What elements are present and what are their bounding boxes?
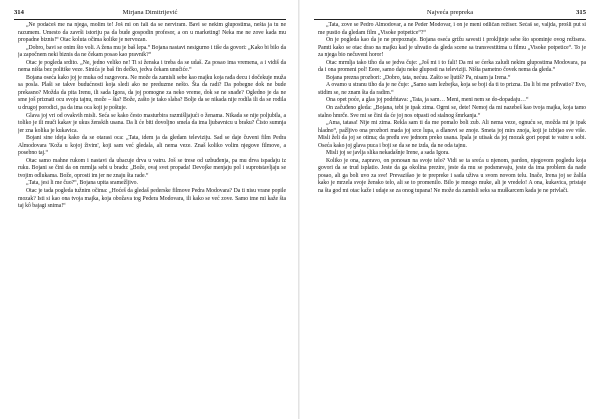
paragraph: „Ne podaćeš me na njega, molim te! Još mi on fali da se nerviram. Bavi se nekim glupostima, nešta ja tu ne razumem. Umesto da završi istoriju pa da bude gospodin profesor, a on u marketing! Neka me ne zove kada mu propadne biznis!“ Otac koluta očima kolike je nervozan. — [18, 22, 286, 44]
paragraph: Bojana oseća kako joj je muka od razgovora. Ne može da zamisli sebe kao majku koja rađa decu i dočekuje muža sa posla. Plaši se takve budućnosti koja sledi ako ne preduzme nešto. Šta da radi? Da pobegne dok ne bude prekasno? Možda da pita Irenu, ili sada Igora, da joj pomogne za neko vreme, dok se ne snađe? Ogledno je da ne sme još priznati ocu svoju tajnu, može – šta? Bože, zašto je tako slaba? Bolje da se nikada nije rodila ili da se rodila u drugoj porodici, pa da ima oca koji je poštuje. — [18, 74, 286, 112]
paragraph: On začuđeno gleda: „Bojana, tebi je ipak zima. Ogrni se, dete! Nemoj da mi nazebeš kao tvoja majka, koja tamo stalno hmrče. Sve mi se čini da će joj nos otpasti od stalnog šmrkanja.“ — [318, 105, 586, 119]
paragraph: Bojani sine ideja kako da se otarasi oca: „Tata, idem ja da gledam televiziju. Sad se daje čuveni film Pedra Almodovara 'Koža u kojoj živim', koji sam već gledala, ali nema veze. Znaš koliko volim njegove filmove, a posebno taj.“ — [18, 135, 286, 157]
paragraph: Misli joj se javlja slika nekadašnje Irene, a sada Igora. — [326, 150, 450, 157]
paragraph: Bojana prezna prozbori: „Dobro, tata, nećuu. Zašto se ljutiš? Pa, nisam ja Irena.“ — [326, 74, 511, 81]
right-page-body — [318, 22, 586, 415]
paragraph: On je pogleda kao da je ne prepoznaje. Bojana oseća grižu savesti i prokljinje sebe što spominje ovog režisera. Pamti kako se otac drao na majku kad je uhvatio da gleda scene sa transvestitima u filmu „Visoke potpetice“. To je za njega bio nečuveni horor! — [318, 37, 586, 59]
paragraph: Otac samo mahne rukom i nastavi da ubacuje drva u vatru. Još se trese od uzbuđenja, pa mu drva ispadaju iz ruku. Bojani se čini da on mrmlja sebi u bradu: „Bože, ovaj svet propada! Devojke menjaju pol i suprotstavljaju se tvojim odlukama. Bože, oprosti im jer ne znaju šta rade.“ — [18, 157, 286, 179]
paragraph: „Tata, zove se Pedro Almodovar, a ne Peder Modovar, i on je meni odličan režiser. Sećaš se, valjda, prošli put si me pustio da gledam film „Visoke potpetice“?“ — [318, 22, 586, 36]
paragraph: Otac mrmlja tako tiho da se jedva čuje: „Još mi i to fali! Da mi se ćerka zaludi nekim glupostima Modovara, pa da i ona promeni pol! Eeee, samo daju neke gluposti na televiziji. Ništa pametno čovek nema da gleda.“ — [318, 59, 586, 74]
paragraph: Ona opet poće, a glas joj podrhtava: „Tata, ja sam… Meni, meni nem se do-dopadaju…“ — [326, 97, 529, 104]
left-page-number: 314 — [14, 9, 24, 16]
paragraph: A ovamo u stranu tiho da je ne čuje: „Samo sam lezbejka, koja se boji da ti to prizna. Da li bi me prihvatio? Evo, stidim se, ne znam šta da radim.“ — [318, 82, 586, 96]
right-running-head: Najveća prepreka — [426, 9, 474, 16]
left-running-head: Mirjana Dimitrijević — [122, 9, 178, 16]
book-gutter — [298, 0, 300, 419]
paragraph: Glava joj vri od ovakvih misli. Seća se kako često masturbira razmišljajući o ženama. Nikada se nije poljubila, a toliko je ili muči kakav je ukus ženskih usana. Da li će biti dovoljno smela da ima ljubavnicu u braku? Čisto sumnja jer zna kolika je kukavica. — [18, 112, 286, 134]
right-page-header — [314, 7, 586, 20]
paragraph: Koliko je ona, zapravo, on ponosan na svoje telo? Vidi se ta sreća u njenom, pardon, njegovom pogledu koja govori da se trud isplatio. Jeste da ga okolina prezire, jeste da mu se podsmevaju, jeste da ima problem da nađe posao, ali ga boli uvo za sve! Prevazišao je te prepreke i sada uživa u svom novom telu. Inače, Irena joj se žalila kako je mrzela svoje žensko telo, ali se to promenilo. Bilo je mnogo muke, ali je vredelo! A ona, kukavica, pristaje na šta god mi otac kaže i udaje se za onog tupana! Ne može da zamisli seks sa muškarcem kada je ne privlači. — [318, 157, 586, 195]
paragraph: Otac je pogleda srdito. „Ne, jedno veliko ne! Ti si ženska i treba da se udaš. Za posao ima vremena, a i vidiš da nema ništa bez politike veze. Sinića je baš fin dečko, jedva čekam unučiće.“ — [18, 59, 286, 74]
left-page — [4, 0, 296, 419]
right-page — [304, 0, 596, 419]
left-page-body — [18, 22, 286, 415]
paragraph: Otac je tada pogleda tužnim očima: „Hoćeš da gledaš pederske filmove Pedra Modovara? Da ti nisu vrane popile mozak? Isti si kao ona tvoja majka, koja obožava tog Pedera Modovara, ili kako se već zove. Samo ime mi kaže šta taj kô bajagi snima!“ — [18, 188, 286, 210]
left-page-header — [14, 7, 286, 20]
paragraph: „Ama, tatasa! Nije mi zima. Rekla sam ti da me pomalo boli zub. Ali nema veze, ognuću se, možda mi je ipak hladno“, pažljivo ona prozbori mada joj srce lupa, a dlanovi se znoje. Smeta joj mirs znoja, koji je izbijao sve više. Misli želi da joj se otima; da pređu sve jednom preko usana. Ipala je utisak da joj mozak gori poput te vatre u sobi. Oseća kako joj glava puca i boji se da se ne izda, da ne oda tajnu. — [318, 120, 586, 149]
right-page-number: 315 — [576, 9, 586, 16]
paragraph: „Dobro, bavi se onim što voli. A žena mu je baš lepa.“ Bojana nastavi nesigurno i tiše da govori: „Kako bi bilo da ja započnem neki biznis da ne čekam posao kao pravnik?“ — [18, 44, 286, 59]
paragraph: „Tata, jesi li me čuo?“, Bojana upita sramežljivo. — [26, 180, 138, 187]
